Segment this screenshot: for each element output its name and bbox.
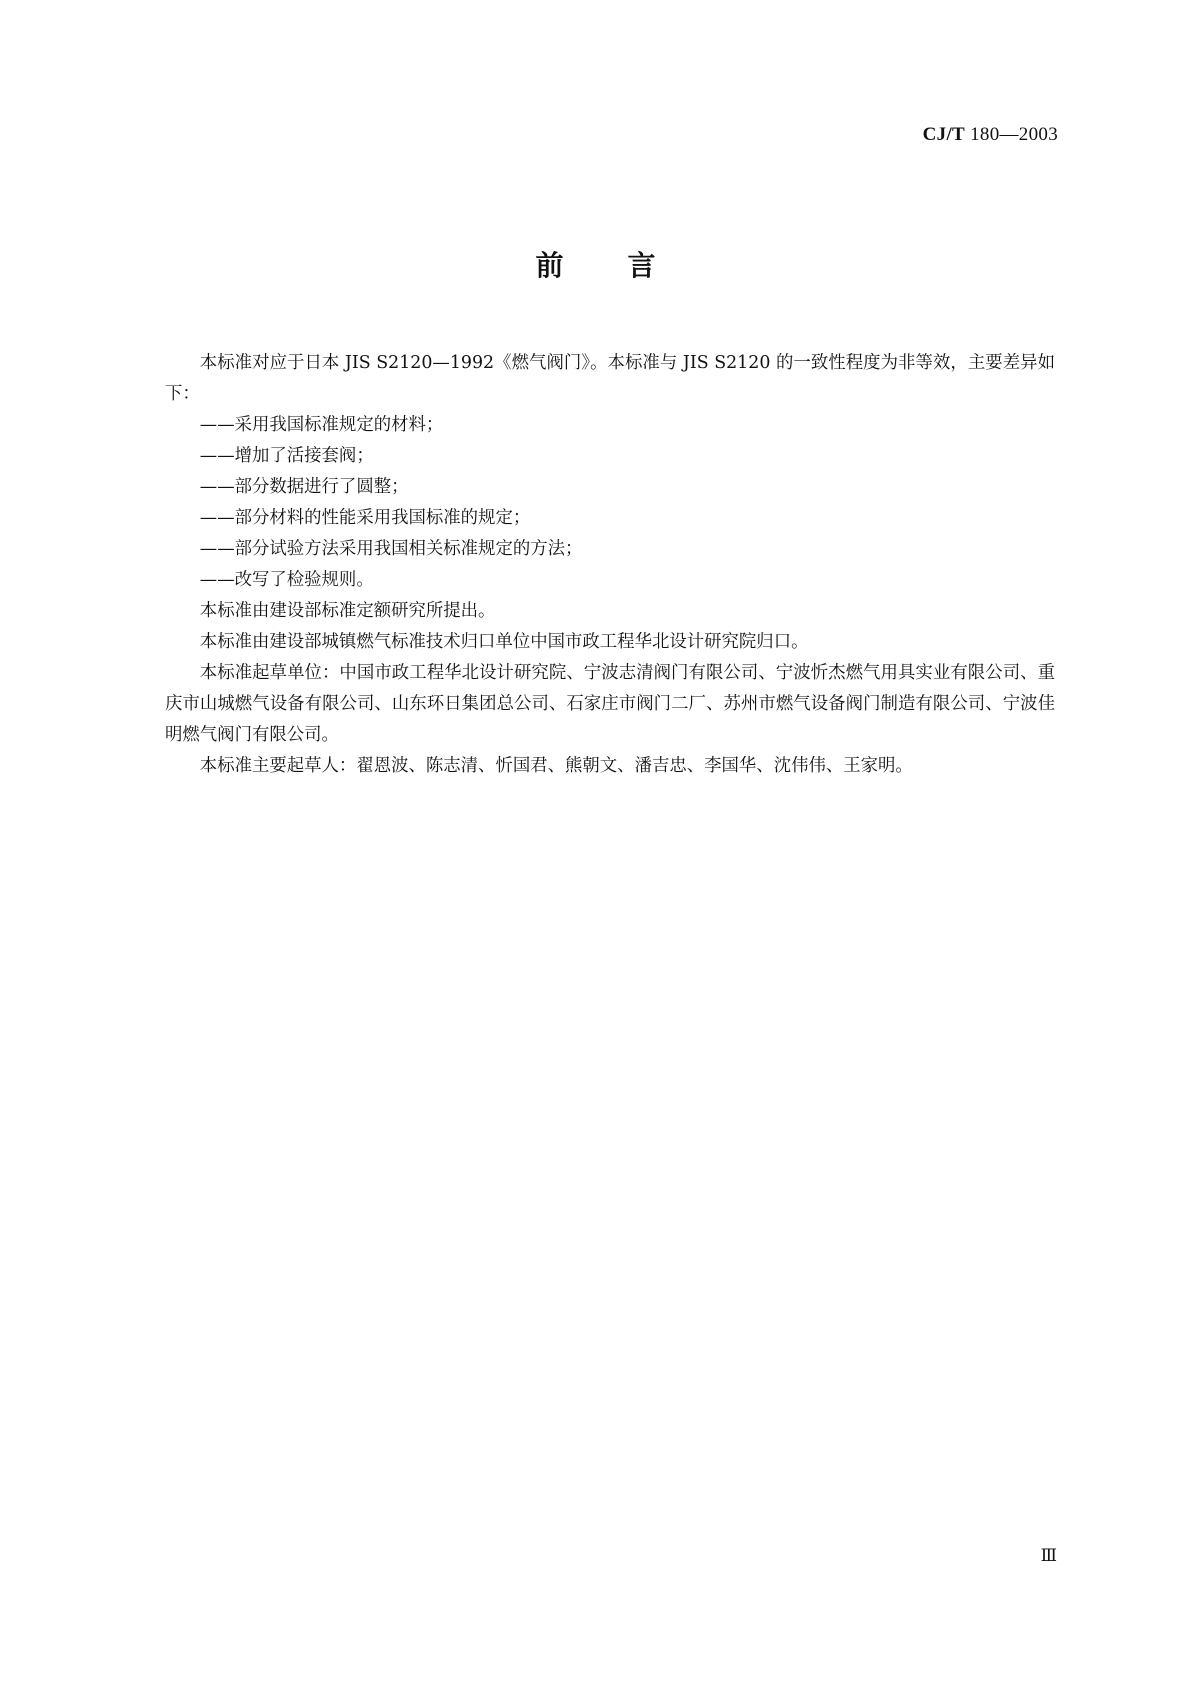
differences-list bbox=[165, 410, 1055, 596]
paragraph-correspondence: 本标准对应于日本 JIS S2120—1992《燃气阀门》。本标准与 JIS S2120 的一致性程度为非等效，主要差异如下： bbox=[165, 353, 1055, 404]
standard-number-header bbox=[923, 124, 1058, 146]
title-char-1: 前 bbox=[535, 249, 564, 282]
standard-number: 180—2003 bbox=[970, 124, 1058, 145]
paragraph-drafters: 本标准主要起草人：翟恩波、陈志清、忻国君、熊朝文、潘吉忠、李国华、沈伟伟、王家明。 bbox=[199, 756, 913, 776]
foreword-body bbox=[165, 348, 1055, 782]
list-item: ——增加了活接套阀； bbox=[199, 446, 374, 466]
paragraph-proposer: 本标准由建设部标准定额研究所提出。 bbox=[199, 601, 496, 621]
paragraph-administrator: 本标准由建设部城镇燃气标准技术归口单位中国市政工程华北设计研究院归口。 bbox=[199, 632, 809, 652]
list-item: ——部分试验方法采用我国相关标准规定的方法； bbox=[199, 539, 583, 559]
list-item: ——采用我国标准规定的材料； bbox=[199, 415, 444, 435]
list-item: ——部分材料的性能采用我国标准的规定； bbox=[199, 508, 531, 528]
list-item: ——部分数据进行了圆整； bbox=[199, 477, 409, 497]
page-title bbox=[0, 244, 1191, 284]
title-char-2: 言 bbox=[627, 249, 656, 282]
page-number: Ⅲ bbox=[1040, 1546, 1057, 1565]
standard-code: CJ/T bbox=[922, 124, 966, 145]
paragraph-drafting-units: 本标准起草单位：中国市政工程华北设计研究院、宁波志清阀门有限公司、宁波忻杰燃气用具实业有限公司、重庆市山城燃气设备有限公司、山东环日集团总公司、石家庄市阀门二厂、苏州市燃气设备阀门制造有限公司、宁波佳明燃气阀门有限公司。 bbox=[165, 663, 1055, 745]
list-item: ——改写了检验规则。 bbox=[199, 570, 374, 590]
